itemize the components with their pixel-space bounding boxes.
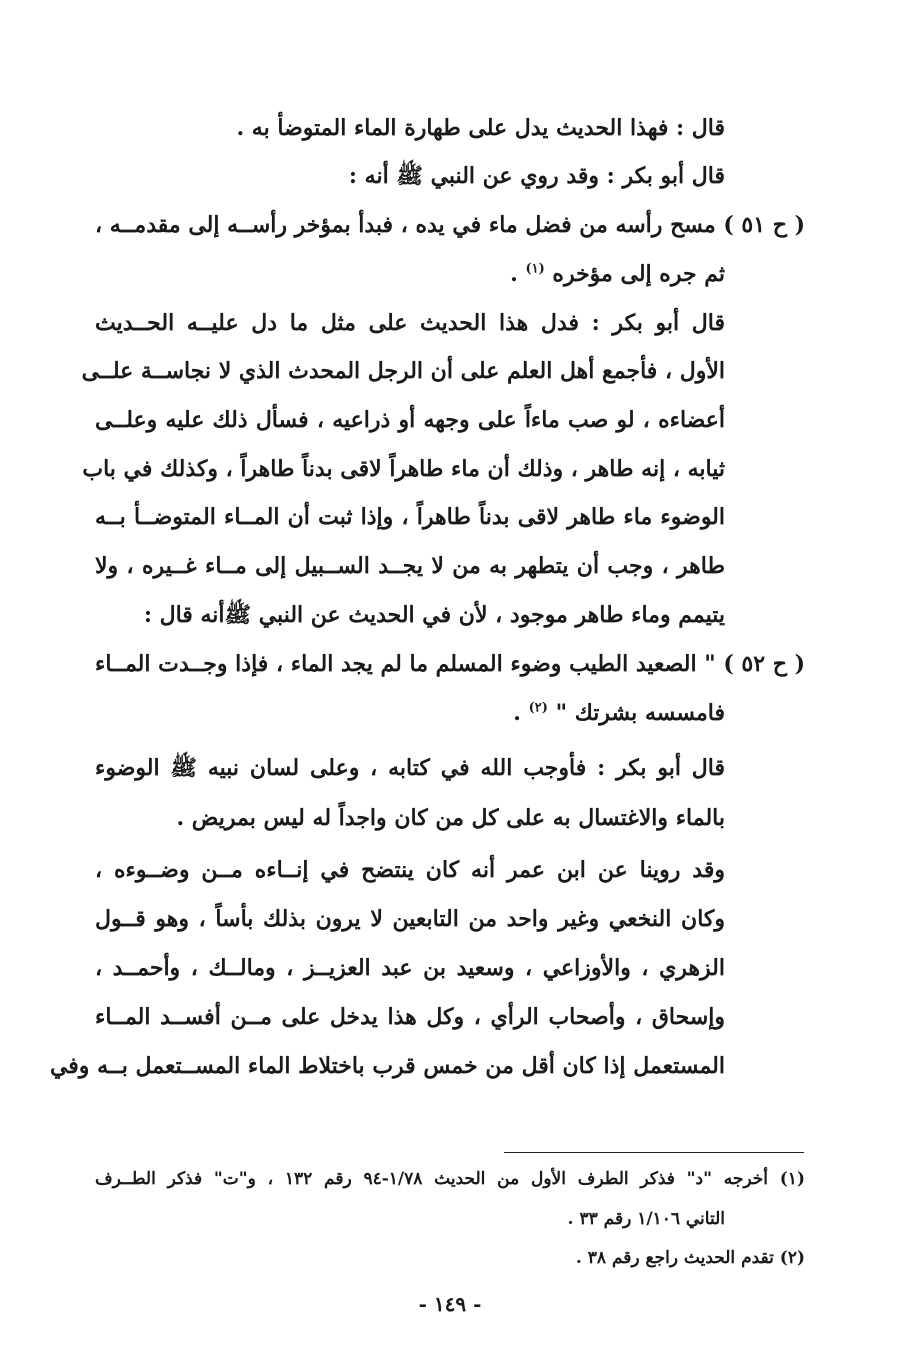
text-fragment: ثم جره إلى مؤخره bbox=[552, 261, 725, 287]
text-line: ثيابه ، إنه طاهر ، وذلك أن ماء طاهراً لاقى بدناً طاهراً ، وكذلك في باب bbox=[82, 456, 725, 482]
text-line: الأول ، فأجمع أهل العلم على أن الرجل المحدث الذي لا نجاســة علــى bbox=[81, 358, 725, 384]
page-number: - ١٤٩ - bbox=[418, 1292, 482, 1316]
text-line: قال أبو بكر : وقد روي عن النبي ﷺ أنه : bbox=[348, 163, 725, 189]
text-line: بالماء والاغتسال به على كل من كان واجداً له ليس بمريض . bbox=[176, 805, 725, 831]
text-fragment: فامسسه بشرتك " bbox=[555, 700, 725, 726]
text-line: قال : فهذا الحديث يدل على طهارة الماء المتوضأ به . bbox=[236, 115, 725, 141]
text-line: وكان النخعي وغير واحد من التابعين لا يرون بذلك بأساً ، وهو قــول bbox=[95, 906, 725, 932]
hadith-51-line bbox=[510, 258, 725, 290]
text-line: أعضاءه ، لو صب ماءاً على وجهه أو ذراعيه ، فسأل ذلك عليه وعلــى bbox=[95, 407, 725, 433]
text-line: المستعمل إذا كان أقل من خمس قرب باختلاط الماء المســتعمل بــه وفي bbox=[49, 1053, 725, 1079]
footnote-separator bbox=[504, 1152, 804, 1153]
footnote-2: (٢) تقدم الحديث راجع رقم ٣٨ . bbox=[575, 1248, 805, 1268]
text-line: طاهر ، وجب أن يتطهر به من لا يجــد الســبيل إلى مــاء غــيره ، ولا bbox=[95, 553, 725, 579]
hadith-52-line bbox=[513, 697, 725, 729]
text-line: وإسحاق ، وأصحاب الرأي ، وكل هذا يدخل على مــن أفســد المــاء bbox=[95, 1004, 725, 1030]
text-line: قال أبو بكر : فأوجب الله في كتابه ، وعلى لسان نبيه ﷺ الوضوء bbox=[95, 755, 725, 781]
text-fragment: . bbox=[513, 700, 521, 726]
hadith-51-line: ( ح ٥١ ) مسح رأسه من فضل ماء في يده ، فبدأ بمؤخر رأســه إلى مقدمــه ، bbox=[94, 212, 805, 238]
text-line: يتيمم وماء طاهر موجود ، لأن في الحديث عن النبي ﷺأنه قال : bbox=[143, 602, 725, 628]
footnote-1: (١) أخرجه "د" فذكر الطرف الأول من الحديث ١/٧٨-٩٤ رقم ١٣٢ ، و"ت" فذكر الطــرف bbox=[95, 1169, 805, 1189]
text-fragment: . bbox=[510, 261, 518, 287]
footnote-ref-2: (٢) bbox=[528, 700, 548, 716]
footnote-1-continuation: التاني ١/١٠٦ رقم ٣٣ . bbox=[567, 1209, 725, 1229]
text-line: الوضوء ماء طاهر لاقى بدناً طاهراً ، وإذا ثبت أن المــاء المتوضــأ بــه bbox=[95, 504, 725, 530]
text-line: وقد روينا عن ابن عمر أنه كان ينتضح في إنــاءه مــن وضــوءه ، bbox=[95, 857, 725, 883]
text-line: قال أبو بكر : فدل هذا الحديث على مثل ما دل عليــه الحــديث bbox=[95, 310, 725, 336]
footnote-ref-1: (١) bbox=[525, 261, 545, 277]
text-line: الزهري ، والأوزاعي ، وسعيد بن عبد العزيــز ، ومالــك ، وأحمــد ، bbox=[95, 955, 725, 981]
hadith-52-line: ( ح ٥٢ ) " الصعيد الطيب وضوء المسلم ما لم يجد الماء ، فإذا وجــدت المــاء bbox=[95, 651, 805, 677]
